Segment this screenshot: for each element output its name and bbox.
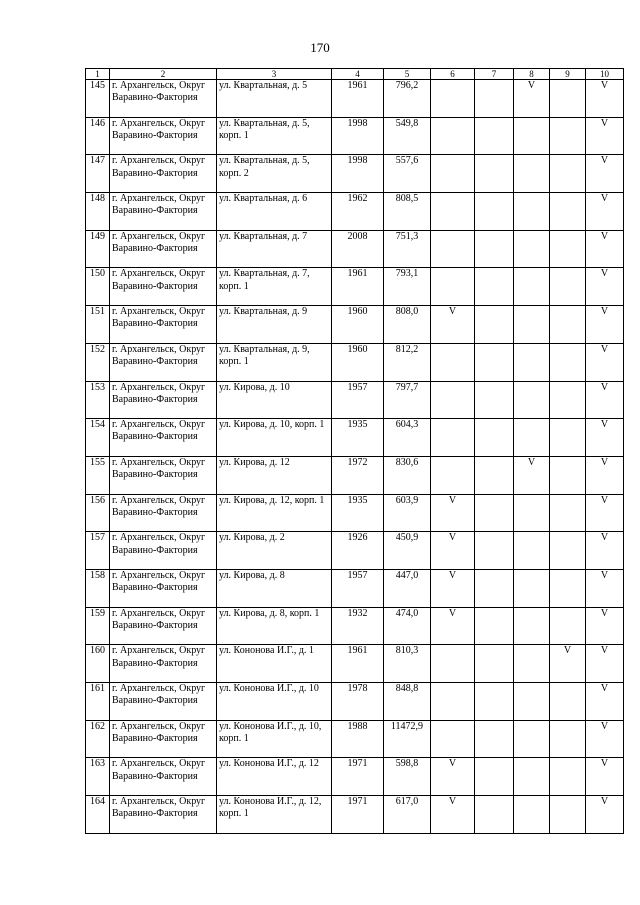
mark-cell-8 (514, 607, 550, 645)
mark-cell-8 (514, 683, 550, 721)
year-cell: 1988 (332, 720, 384, 758)
table-row (86, 720, 624, 758)
year-cell: 1998 (332, 155, 384, 193)
mark-cell-10: V (586, 796, 624, 834)
row-number: 148 (86, 193, 110, 231)
mark-cell-7 (475, 720, 514, 758)
address-cell: ул. Квартальная, д. 9, корп. 1 (217, 343, 332, 381)
mark-cell-6 (431, 419, 475, 457)
locality-cell: г. Архангельск, Округ Варавино-Фактория (110, 230, 217, 268)
mark-cell-10: V (586, 645, 624, 683)
address-cell: ул. Кононова И.Г., д. 1 (217, 645, 332, 683)
table-row (86, 155, 624, 193)
year-cell: 1935 (332, 419, 384, 457)
mark-cell-10: V (586, 117, 624, 155)
address-cell: ул. Кононова И.Г., д. 12, корп. 1 (217, 796, 332, 834)
address-cell: ул. Кононова И.Г., д. 12 (217, 758, 332, 796)
year-cell: 2008 (332, 230, 384, 268)
mark-cell-9 (550, 758, 586, 796)
column-header: 5 (384, 69, 431, 80)
area-cell: 450,9 (384, 532, 431, 570)
mark-cell-8 (514, 343, 550, 381)
mark-cell-8 (514, 117, 550, 155)
area-cell: 447,0 (384, 569, 431, 607)
column-header: 7 (475, 69, 514, 80)
area-cell: 604,3 (384, 419, 431, 457)
mark-cell-9 (550, 494, 586, 532)
table-row (86, 456, 624, 494)
address-cell: ул. Квартальная, д. 9 (217, 306, 332, 344)
mark-cell-6: V (431, 532, 475, 570)
table-row (86, 268, 624, 306)
mark-cell-10: V (586, 230, 624, 268)
mark-cell-9 (550, 193, 586, 231)
address-cell: ул. Кирова, д. 8 (217, 569, 332, 607)
mark-cell-6 (431, 80, 475, 118)
mark-cell-8: V (514, 456, 550, 494)
mark-cell-10: V (586, 343, 624, 381)
address-cell: ул. Квартальная, д. 5, корп. 2 (217, 155, 332, 193)
mark-cell-10: V (586, 683, 624, 721)
row-number: 146 (86, 117, 110, 155)
address-cell: ул. Квартальная, д. 5 (217, 80, 332, 118)
row-number: 161 (86, 683, 110, 721)
row-number: 154 (86, 419, 110, 457)
locality-cell: г. Архангельск, Округ Варавино-Фактория (110, 569, 217, 607)
table-row (86, 230, 624, 268)
mark-cell-7 (475, 456, 514, 494)
locality-cell: г. Архангельск, Округ Варавино-Фактория (110, 268, 217, 306)
mark-cell-7 (475, 155, 514, 193)
mark-cell-10: V (586, 494, 624, 532)
locality-cell: г. Архангельск, Округ Варавино-Фактория (110, 494, 217, 532)
mark-cell-10: V (586, 569, 624, 607)
mark-cell-8 (514, 155, 550, 193)
mark-cell-9 (550, 720, 586, 758)
mark-cell-9 (550, 607, 586, 645)
mark-cell-6: V (431, 306, 475, 344)
table-row (86, 758, 624, 796)
locality-cell: г. Архангельск, Округ Варавино-Фактория (110, 193, 217, 231)
mark-cell-10: V (586, 306, 624, 344)
area-cell: 751,3 (384, 230, 431, 268)
mark-cell-8 (514, 720, 550, 758)
area-cell: 549,8 (384, 117, 431, 155)
locality-cell: г. Архангельск, Округ Варавино-Фактория (110, 645, 217, 683)
building-registry-table (85, 68, 624, 834)
mark-cell-8 (514, 796, 550, 834)
locality-cell: г. Архангельск, Округ Варавино-Фактория (110, 381, 217, 419)
locality-cell: г. Архангельск, Округ Варавино-Фактория (110, 343, 217, 381)
mark-cell-6 (431, 117, 475, 155)
table-row (86, 80, 624, 118)
mark-cell-8: V (514, 80, 550, 118)
row-number: 156 (86, 494, 110, 532)
mark-cell-7 (475, 796, 514, 834)
area-cell: 808,0 (384, 306, 431, 344)
area-cell: 474,0 (384, 607, 431, 645)
mark-cell-10: V (586, 532, 624, 570)
mark-cell-10: V (586, 607, 624, 645)
address-cell: ул. Квартальная, д. 6 (217, 193, 332, 231)
locality-cell: г. Архангельск, Округ Варавино-Фактория (110, 155, 217, 193)
year-cell: 1971 (332, 758, 384, 796)
address-cell: ул. Кирова, д. 12 (217, 456, 332, 494)
mark-cell-7 (475, 381, 514, 419)
mark-cell-8 (514, 419, 550, 457)
table-row (86, 419, 624, 457)
mark-cell-10: V (586, 758, 624, 796)
locality-cell: г. Архангельск, Округ Варавино-Фактория (110, 758, 217, 796)
mark-cell-10: V (586, 419, 624, 457)
year-cell: 1960 (332, 306, 384, 344)
row-number: 149 (86, 230, 110, 268)
mark-cell-8 (514, 645, 550, 683)
mark-cell-6 (431, 381, 475, 419)
area-cell: 797,7 (384, 381, 431, 419)
locality-cell: г. Архангельск, Округ Варавино-Фактория (110, 607, 217, 645)
mark-cell-9 (550, 381, 586, 419)
mark-cell-9 (550, 268, 586, 306)
row-number: 158 (86, 569, 110, 607)
mark-cell-10: V (586, 720, 624, 758)
year-cell: 1971 (332, 796, 384, 834)
year-cell: 1998 (332, 117, 384, 155)
area-cell: 848,8 (384, 683, 431, 721)
address-cell: ул. Кирова, д. 10 (217, 381, 332, 419)
year-cell: 1926 (332, 532, 384, 570)
year-cell: 1960 (332, 343, 384, 381)
mark-cell-7 (475, 419, 514, 457)
mark-cell-9 (550, 155, 586, 193)
mark-cell-7 (475, 306, 514, 344)
column-header: 3 (217, 69, 332, 80)
mark-cell-7 (475, 117, 514, 155)
locality-cell: г. Архангельск, Округ Варавино-Фактория (110, 720, 217, 758)
address-cell: ул. Кирова, д. 12, корп. 1 (217, 494, 332, 532)
mark-cell-6 (431, 343, 475, 381)
mark-cell-6: V (431, 758, 475, 796)
mark-cell-9 (550, 80, 586, 118)
mark-cell-9 (550, 306, 586, 344)
year-cell: 1961 (332, 645, 384, 683)
mark-cell-6: V (431, 569, 475, 607)
mark-cell-9 (550, 569, 586, 607)
year-cell: 1961 (332, 80, 384, 118)
table-row (86, 306, 624, 344)
locality-cell: г. Архангельск, Округ Варавино-Фактория (110, 419, 217, 457)
column-header: 2 (110, 69, 217, 80)
mark-cell-10: V (586, 268, 624, 306)
area-cell: 598,8 (384, 758, 431, 796)
table-row (86, 569, 624, 607)
area-cell: 603,9 (384, 494, 431, 532)
row-number: 145 (86, 80, 110, 118)
mark-cell-8 (514, 230, 550, 268)
mark-cell-9 (550, 796, 586, 834)
mark-cell-8 (514, 381, 550, 419)
mark-cell-10: V (586, 381, 624, 419)
mark-cell-6 (431, 683, 475, 721)
mark-cell-7 (475, 683, 514, 721)
table-row (86, 607, 624, 645)
area-cell: 11472,9 (384, 720, 431, 758)
area-cell: 793,1 (384, 268, 431, 306)
area-cell: 617,0 (384, 796, 431, 834)
mark-cell-7 (475, 607, 514, 645)
mark-cell-7 (475, 193, 514, 231)
row-number: 153 (86, 381, 110, 419)
row-number: 155 (86, 456, 110, 494)
area-cell: 830,6 (384, 456, 431, 494)
table-row (86, 796, 624, 834)
address-cell: ул. Кононова И.Г., д. 10, корп. 1 (217, 720, 332, 758)
row-number: 147 (86, 155, 110, 193)
mark-cell-10: V (586, 193, 624, 231)
column-header: 10 (586, 69, 624, 80)
mark-cell-6 (431, 230, 475, 268)
mark-cell-6 (431, 193, 475, 231)
locality-cell: г. Архангельск, Округ Варавино-Фактория (110, 532, 217, 570)
area-cell: 557,6 (384, 155, 431, 193)
mark-cell-6: V (431, 494, 475, 532)
mark-cell-6 (431, 268, 475, 306)
locality-cell: г. Архангельск, Округ Варавино-Фактория (110, 306, 217, 344)
address-cell: ул. Кононова И.Г., д. 10 (217, 683, 332, 721)
row-number: 157 (86, 532, 110, 570)
mark-cell-6 (431, 155, 475, 193)
year-cell: 1935 (332, 494, 384, 532)
table-row (86, 193, 624, 231)
mark-cell-7 (475, 645, 514, 683)
mark-cell-9: V (550, 645, 586, 683)
mark-cell-9 (550, 343, 586, 381)
year-cell: 1961 (332, 268, 384, 306)
mark-cell-9 (550, 419, 586, 457)
mark-cell-6 (431, 720, 475, 758)
mark-cell-8 (514, 268, 550, 306)
mark-cell-7 (475, 758, 514, 796)
year-cell: 1962 (332, 193, 384, 231)
row-number: 152 (86, 343, 110, 381)
mark-cell-7 (475, 532, 514, 570)
area-cell: 808,5 (384, 193, 431, 231)
area-cell: 796,2 (384, 80, 431, 118)
mark-cell-8 (514, 758, 550, 796)
mark-cell-7 (475, 569, 514, 607)
mark-cell-9 (550, 117, 586, 155)
mark-cell-6 (431, 645, 475, 683)
mark-cell-10: V (586, 80, 624, 118)
column-header: 9 (550, 69, 586, 80)
column-header: 1 (86, 69, 110, 80)
year-cell: 1957 (332, 381, 384, 419)
mark-cell-7 (475, 80, 514, 118)
table-row (86, 117, 624, 155)
mark-cell-8 (514, 569, 550, 607)
row-number: 162 (86, 720, 110, 758)
mark-cell-9 (550, 532, 586, 570)
area-cell: 810,3 (384, 645, 431, 683)
column-header: 8 (514, 69, 550, 80)
locality-cell: г. Архангельск, Округ Варавино-Фактория (110, 456, 217, 494)
area-cell: 812,2 (384, 343, 431, 381)
address-cell: ул. Квартальная, д. 7 (217, 230, 332, 268)
mark-cell-6 (431, 456, 475, 494)
mark-cell-9 (550, 683, 586, 721)
locality-cell: г. Архангельск, Округ Варавино-Фактория (110, 80, 217, 118)
mark-cell-6: V (431, 796, 475, 834)
mark-cell-7 (475, 343, 514, 381)
mark-cell-9 (550, 230, 586, 268)
row-number: 150 (86, 268, 110, 306)
table-header (86, 69, 624, 80)
address-cell: ул. Квартальная, д. 5, корп. 1 (217, 117, 332, 155)
mark-cell-8 (514, 306, 550, 344)
address-cell: ул. Квартальная, д. 7, корп. 1 (217, 268, 332, 306)
address-cell: ул. Кирова, д. 2 (217, 532, 332, 570)
year-cell: 1957 (332, 569, 384, 607)
table-row (86, 343, 624, 381)
row-number: 163 (86, 758, 110, 796)
column-header: 4 (332, 69, 384, 80)
locality-cell: г. Архангельск, Округ Варавино-Фактория (110, 796, 217, 834)
table-row (86, 645, 624, 683)
column-header: 6 (431, 69, 475, 80)
mark-cell-8 (514, 494, 550, 532)
address-cell: ул. Кирова, д. 10, корп. 1 (217, 419, 332, 457)
table-row (86, 532, 624, 570)
row-number: 164 (86, 796, 110, 834)
year-cell: 1932 (332, 607, 384, 645)
row-number: 159 (86, 607, 110, 645)
mark-cell-7 (475, 494, 514, 532)
mark-cell-8 (514, 193, 550, 231)
row-number: 151 (86, 306, 110, 344)
mark-cell-8 (514, 532, 550, 570)
page-number: 170 (310, 40, 330, 55)
mark-cell-10: V (586, 155, 624, 193)
table-body (86, 80, 624, 834)
locality-cell: г. Архангельск, Округ Варавино-Фактория (110, 117, 217, 155)
mark-cell-10: V (586, 456, 624, 494)
table-row (86, 381, 624, 419)
mark-cell-7 (475, 268, 514, 306)
row-number: 160 (86, 645, 110, 683)
mark-cell-7 (475, 230, 514, 268)
year-cell: 1972 (332, 456, 384, 494)
mark-cell-9 (550, 456, 586, 494)
year-cell: 1978 (332, 683, 384, 721)
mark-cell-6: V (431, 607, 475, 645)
table-row (86, 494, 624, 532)
table-row (86, 683, 624, 721)
locality-cell: г. Архангельск, Округ Варавино-Фактория (110, 683, 217, 721)
address-cell: ул. Кирова, д. 8, корп. 1 (217, 607, 332, 645)
